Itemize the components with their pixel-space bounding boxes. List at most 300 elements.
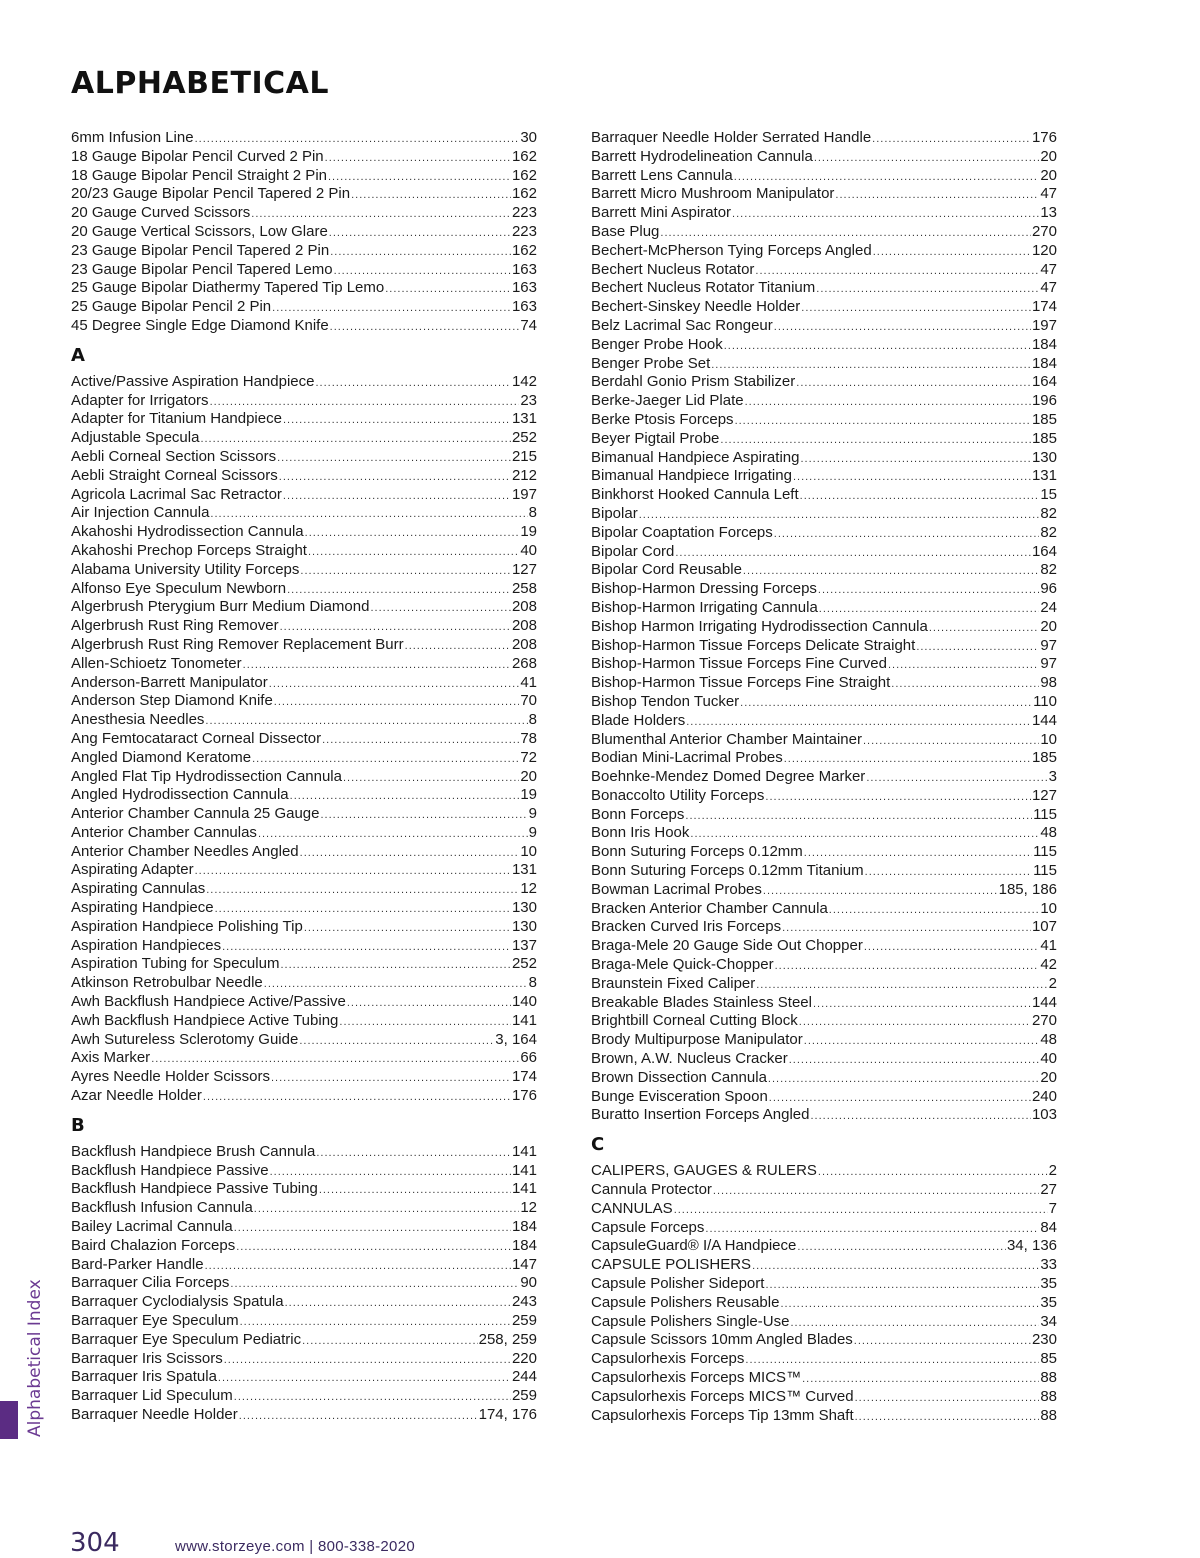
index-entry bbox=[591, 185, 1057, 204]
entry-name: Anderson-Barrett Manipulator bbox=[71, 673, 268, 691]
entry-name: Bonaccolto Utility Forceps bbox=[591, 786, 765, 804]
dot-leader bbox=[234, 1219, 511, 1238]
index-entry bbox=[591, 373, 1057, 392]
dot-leader bbox=[765, 1276, 1039, 1295]
entry-name: Berdahl Gonio Prism Stabilizer bbox=[591, 373, 796, 391]
index-entry bbox=[591, 505, 1057, 524]
dot-leader bbox=[752, 1257, 1039, 1276]
entry-name: Capsule Polisher Sideport bbox=[591, 1275, 765, 1293]
entry-page-number: 20 bbox=[1040, 147, 1057, 165]
index-entry bbox=[591, 900, 1057, 919]
entry-name: Braunstein Fixed Caliper bbox=[591, 974, 756, 992]
index-entry bbox=[591, 862, 1057, 881]
index-entry bbox=[71, 1049, 537, 1068]
dot-leader bbox=[329, 224, 511, 243]
index-entry bbox=[591, 1200, 1057, 1219]
entry-page-number: 208 bbox=[511, 617, 537, 635]
entry-name: Barraquer Eye Speculum Pediatric bbox=[71, 1330, 302, 1348]
entry-name: Alfonso Eye Speculum Newborn bbox=[71, 579, 287, 597]
entry-page-number: 184 bbox=[1031, 354, 1057, 372]
entry-name: Angled Hydrodissection Cannula bbox=[71, 786, 289, 804]
entry-name: Bishop-Harmon Dressing Forceps bbox=[591, 580, 817, 598]
entry-name: Bishop Harmon Irrigating Hydrodissection Cannula bbox=[591, 617, 928, 635]
entry-name: Bipolar Cord bbox=[591, 542, 675, 560]
dot-leader bbox=[818, 581, 1039, 600]
entry-page-number: 72 bbox=[520, 748, 537, 766]
dot-leader bbox=[756, 976, 1047, 995]
dot-leader bbox=[205, 712, 527, 731]
index-entry bbox=[591, 693, 1057, 712]
index-entry bbox=[591, 975, 1057, 994]
entry-name: Aebli Corneal Section Scissors bbox=[71, 447, 277, 465]
index-entry bbox=[71, 542, 537, 561]
dot-leader bbox=[819, 600, 1040, 619]
dot-leader bbox=[283, 487, 511, 506]
dot-leader bbox=[800, 487, 1040, 506]
entry-name: CANNULAS bbox=[591, 1199, 673, 1217]
entry-name: 25 Gauge Bipolar Pencil 2 Pin bbox=[71, 298, 272, 316]
entry-page-number: 40 bbox=[1040, 1050, 1057, 1068]
index-entry bbox=[71, 223, 537, 242]
entry-page-number: 252 bbox=[511, 429, 537, 447]
index-entry bbox=[71, 392, 537, 411]
index-entry bbox=[591, 1012, 1057, 1031]
entry-name: Bipolar Coaptation Forceps bbox=[591, 523, 773, 541]
entry-page-number: 115 bbox=[1033, 862, 1057, 880]
index-entry bbox=[591, 1350, 1057, 1369]
index-entry bbox=[591, 580, 1057, 599]
entry-page-number: 244 bbox=[511, 1368, 537, 1386]
dot-leader bbox=[205, 1257, 511, 1276]
index-entry bbox=[591, 599, 1057, 618]
entry-page-number: 197 bbox=[1031, 316, 1057, 334]
entry-page-number: 24 bbox=[1040, 598, 1057, 616]
index-entry bbox=[71, 805, 537, 824]
dot-leader bbox=[686, 713, 1031, 732]
entry-name: Bailey Lacrimal Cannula bbox=[71, 1218, 233, 1236]
entry-page-number: 176 bbox=[1031, 129, 1057, 146]
index-entry bbox=[71, 993, 537, 1012]
index-entry bbox=[591, 467, 1057, 486]
entry-page-number: 127 bbox=[1031, 786, 1057, 804]
dot-leader bbox=[705, 1220, 1039, 1239]
index-entry bbox=[71, 955, 537, 974]
entry-page-number: 184 bbox=[511, 1218, 537, 1236]
entry-name: Active/Passive Aspiration Handpiece bbox=[71, 372, 315, 390]
entry-name: Capsulorhexis Forceps Tip 13mm Shaft bbox=[591, 1406, 854, 1424]
entry-name: CALIPERS, GAUGES & RULERS bbox=[591, 1162, 817, 1180]
entry-name: 18 Gauge Bipolar Pencil Straight 2 Pin bbox=[71, 166, 327, 184]
index-entry bbox=[71, 448, 537, 467]
dot-leader bbox=[315, 374, 511, 393]
dot-leader bbox=[865, 863, 1032, 882]
entry-page-number: 107 bbox=[1031, 918, 1057, 936]
index-entry bbox=[71, 636, 537, 655]
dot-leader bbox=[814, 149, 1040, 168]
entry-page-number: 88 bbox=[1040, 1387, 1057, 1405]
entry-page-number: 163 bbox=[511, 279, 537, 297]
dot-leader bbox=[239, 1407, 478, 1426]
dot-leader bbox=[888, 656, 1039, 675]
entry-name: Bechert-McPherson Tying Forceps Angled bbox=[591, 241, 872, 259]
entry-page-number: 2 bbox=[1048, 1162, 1057, 1180]
entry-page-number: 162 bbox=[511, 147, 537, 165]
entry-page-number: 15 bbox=[1040, 486, 1057, 504]
dot-leader bbox=[790, 1314, 1039, 1333]
index-entry bbox=[591, 129, 1057, 148]
entry-name: Bimanual Handpiece Irrigating bbox=[591, 467, 792, 485]
index-entry bbox=[71, 129, 537, 148]
entry-name: Angled Diamond Keratome bbox=[71, 748, 252, 766]
dot-leader bbox=[816, 280, 1039, 299]
entry-page-number: 240 bbox=[1031, 1087, 1057, 1105]
dot-leader bbox=[711, 356, 1031, 375]
index-entry bbox=[71, 185, 537, 204]
entry-name: Bunge Evisceration Spoon bbox=[591, 1087, 768, 1105]
index-entry bbox=[591, 1088, 1057, 1107]
entry-name: Axis Marker bbox=[71, 1049, 151, 1067]
entry-name: Brody Multipurpose Manipulator bbox=[591, 1031, 803, 1049]
entry-name: Bimanual Handpiece Aspirating bbox=[591, 448, 800, 466]
entry-page-number: 48 bbox=[1040, 824, 1057, 842]
index-entry bbox=[591, 1219, 1057, 1238]
index-entry bbox=[71, 148, 537, 167]
entry-name: Anterior Chamber Cannulas bbox=[71, 823, 257, 841]
entry-page-number: 197 bbox=[511, 485, 537, 503]
dot-leader bbox=[829, 901, 1040, 920]
entry-page-number: 34, 136 bbox=[1006, 1237, 1057, 1255]
entry-page-number: 10 bbox=[1040, 730, 1057, 748]
entry-page-number: 115 bbox=[1033, 843, 1057, 861]
entry-page-number: 131 bbox=[511, 410, 537, 428]
index-entry bbox=[71, 598, 537, 617]
entry-name: Barraquer Needle Holder bbox=[71, 1406, 238, 1423]
entry-page-number: 33 bbox=[1040, 1256, 1057, 1274]
entry-page-number: 268 bbox=[511, 654, 537, 672]
index-entry bbox=[591, 1069, 1057, 1088]
section-tab-marker bbox=[0, 1401, 18, 1439]
entry-name: Baird Chalazion Forceps bbox=[71, 1236, 236, 1254]
dot-leader bbox=[660, 224, 1031, 243]
entry-name: Anderson Step Diamond Knife bbox=[71, 692, 273, 710]
dot-leader bbox=[272, 299, 511, 318]
entry-page-number: 47 bbox=[1040, 279, 1057, 297]
dot-leader bbox=[774, 318, 1031, 337]
dot-leader bbox=[271, 1069, 511, 1088]
entry-name: Awh Backflush Handpiece Active Tubing bbox=[71, 1011, 339, 1029]
entry-page-number: 9 bbox=[528, 823, 537, 841]
index-entry bbox=[71, 1368, 537, 1387]
index-entry bbox=[591, 1106, 1057, 1125]
dot-leader bbox=[799, 1013, 1031, 1032]
dot-leader bbox=[810, 1107, 1031, 1126]
index-entry bbox=[71, 1180, 537, 1199]
entry-name: Aspirating Cannulas bbox=[71, 880, 206, 898]
entry-page-number: 20 bbox=[520, 767, 537, 785]
index-entry bbox=[71, 1274, 537, 1293]
dot-leader bbox=[866, 769, 1047, 788]
entry-name: Bishop-Harmon Irrigating Cannula bbox=[591, 598, 818, 616]
entry-name: Bishop Tendon Tucker bbox=[591, 692, 740, 710]
index-entry bbox=[71, 861, 537, 880]
entry-page-number: 88 bbox=[1040, 1369, 1057, 1386]
index-entry bbox=[591, 148, 1057, 167]
entry-page-number: 174, 176 bbox=[478, 1406, 537, 1423]
entry-name: Bracken Anterior Chamber Cannula bbox=[591, 899, 828, 917]
dot-leader bbox=[234, 1388, 511, 1407]
entry-name: Aspiration Tubing for Speculum bbox=[71, 955, 280, 973]
entry-page-number: 2 bbox=[1048, 974, 1057, 992]
dot-leader bbox=[713, 1182, 1039, 1201]
index-entry bbox=[71, 1312, 537, 1331]
entry-page-number: 35 bbox=[1040, 1293, 1057, 1311]
dot-leader bbox=[316, 1144, 511, 1163]
dot-leader bbox=[218, 1369, 511, 1388]
index-entry bbox=[591, 937, 1057, 956]
dot-leader bbox=[283, 411, 511, 430]
index-entry bbox=[591, 674, 1057, 693]
entry-page-number: 137 bbox=[511, 936, 537, 954]
index-entry bbox=[591, 824, 1057, 843]
footer-contact: www.storzeye.com | 800-338-2020 bbox=[175, 1538, 415, 1555]
page-number: 304 bbox=[70, 1528, 120, 1558]
index-entry bbox=[71, 504, 537, 523]
dot-leader bbox=[796, 374, 1031, 393]
entry-page-number: 162 bbox=[511, 241, 537, 259]
entry-page-number: 9 bbox=[528, 805, 537, 823]
dot-leader bbox=[674, 1201, 1048, 1220]
index-entry bbox=[71, 373, 537, 392]
dot-leader bbox=[763, 882, 998, 901]
entry-page-number: 185 bbox=[1031, 410, 1057, 428]
index-entry bbox=[591, 524, 1057, 543]
index-entry bbox=[71, 429, 537, 448]
dot-leader bbox=[285, 1294, 511, 1313]
entry-name: Capsule Forceps bbox=[591, 1218, 705, 1236]
dot-leader bbox=[775, 957, 1040, 976]
entry-page-number: 141 bbox=[511, 1180, 537, 1198]
entry-name: Barraquer Eye Speculum bbox=[71, 1312, 239, 1330]
entry-page-number: 130 bbox=[1031, 448, 1057, 466]
entry-page-number: 97 bbox=[1040, 655, 1057, 673]
entry-page-number: 174 bbox=[1031, 298, 1057, 316]
index-entry bbox=[591, 881, 1057, 900]
entry-name: Blumenthal Anterior Chamber Maintainer bbox=[591, 730, 862, 748]
index-entry bbox=[591, 1237, 1057, 1256]
dot-leader bbox=[872, 130, 1031, 149]
entry-name: Braga-Mele Quick-Chopper bbox=[591, 956, 774, 974]
dot-leader bbox=[720, 431, 1031, 450]
index-entry bbox=[71, 1293, 537, 1312]
entry-page-number: 12 bbox=[520, 880, 537, 898]
index-entry bbox=[71, 410, 537, 429]
entry-name: Capsule Polishers Single-Use bbox=[591, 1312, 790, 1330]
index-entry bbox=[591, 1369, 1057, 1388]
entry-name: Aspiration Handpiece Polishing Tip bbox=[71, 917, 303, 935]
entry-page-number: 176 bbox=[511, 1087, 537, 1105]
entry-page-number: 96 bbox=[1040, 580, 1057, 598]
index-entry bbox=[591, 1331, 1057, 1350]
entry-name: Beyer Pigtail Probe bbox=[591, 429, 720, 447]
index-entry bbox=[591, 1162, 1057, 1181]
entry-name: Bonn Suturing Forceps 0.12mm bbox=[591, 843, 803, 861]
dot-leader bbox=[639, 506, 1040, 525]
entry-page-number: 12 bbox=[520, 1199, 537, 1217]
entry-page-number: 223 bbox=[511, 222, 537, 240]
dot-leader bbox=[818, 1163, 1048, 1182]
dot-leader bbox=[322, 731, 519, 750]
entry-page-number: 141 bbox=[511, 1011, 537, 1029]
entry-name: Bonn Suturing Forceps 0.12mm Titanium bbox=[591, 862, 864, 880]
dot-leader bbox=[734, 168, 1040, 187]
dot-leader bbox=[797, 1238, 1006, 1257]
index-entry bbox=[71, 486, 537, 505]
index-entry bbox=[71, 467, 537, 486]
dot-leader bbox=[774, 525, 1040, 544]
entry-page-number: 208 bbox=[511, 598, 537, 616]
entry-name: Aebli Straight Corneal Scissors bbox=[71, 466, 278, 484]
entry-page-number: 127 bbox=[511, 560, 537, 578]
dot-leader bbox=[735, 412, 1031, 431]
entry-name: Barraquer Cyclodialysis Spatula bbox=[71, 1293, 284, 1311]
dot-leader bbox=[800, 450, 1031, 469]
entry-name: Adjustable Specula bbox=[71, 429, 200, 447]
entry-name: Capsulorhexis Forceps MICS™ bbox=[591, 1369, 802, 1386]
dot-leader bbox=[929, 619, 1039, 638]
dot-leader bbox=[222, 938, 511, 957]
index-entry bbox=[591, 731, 1057, 750]
entry-page-number: 10 bbox=[1040, 899, 1057, 917]
entry-page-number: 85 bbox=[1040, 1350, 1057, 1368]
dot-leader bbox=[270, 1163, 511, 1182]
dot-leader bbox=[215, 900, 511, 919]
entry-name: 20 Gauge Curved Scissors bbox=[71, 204, 251, 222]
entry-page-number: 164 bbox=[1031, 373, 1057, 391]
index-entry bbox=[71, 880, 537, 899]
index-entry bbox=[591, 223, 1057, 242]
index-entry bbox=[71, 1256, 537, 1275]
entry-page-number: 115 bbox=[1033, 805, 1057, 823]
index-column-left bbox=[71, 129, 537, 1425]
index-entry bbox=[71, 1387, 537, 1406]
index-entry bbox=[591, 279, 1057, 298]
dot-leader bbox=[339, 1013, 511, 1032]
index-entry bbox=[71, 1012, 537, 1031]
entry-page-number: 140 bbox=[511, 993, 537, 1011]
entry-name: Ang Femtocataract Corneal Dissector bbox=[71, 729, 322, 747]
entry-name: Backflush Infusion Cannula bbox=[71, 1199, 253, 1217]
entry-page-number: 223 bbox=[511, 204, 537, 222]
entry-name: Brown Dissection Cannula bbox=[591, 1068, 767, 1086]
dot-leader bbox=[732, 205, 1039, 224]
entry-page-number: 270 bbox=[1031, 222, 1057, 240]
dot-leader bbox=[325, 149, 511, 168]
dot-leader bbox=[802, 1370, 1039, 1389]
index-entry bbox=[71, 786, 537, 805]
entry-page-number: 8 bbox=[528, 974, 537, 992]
entry-page-number: 220 bbox=[511, 1349, 537, 1367]
side-tab-label: Alphabetical Index bbox=[25, 1279, 45, 1437]
entry-name: 25 Gauge Bipolar Diathermy Tapered Tip Lemo bbox=[71, 279, 385, 297]
entry-page-number: 40 bbox=[520, 541, 537, 559]
index-entry bbox=[71, 1406, 537, 1425]
entry-name: Braga-Mele 20 Gauge Side Out Chopper bbox=[591, 937, 863, 955]
index-entry bbox=[71, 843, 537, 862]
dot-leader bbox=[243, 656, 511, 675]
entry-page-number: 130 bbox=[511, 917, 537, 935]
section-letter-heading: B bbox=[71, 1114, 85, 1136]
entry-page-number: 97 bbox=[1040, 636, 1057, 654]
dot-leader bbox=[300, 562, 511, 581]
entry-name: Bonn Iris Hook bbox=[591, 824, 690, 842]
dot-leader bbox=[302, 1332, 477, 1351]
dot-leader bbox=[280, 618, 511, 637]
dot-leader bbox=[724, 337, 1031, 356]
dot-leader bbox=[745, 393, 1031, 412]
entry-page-number: 258 bbox=[511, 579, 537, 597]
index-entry bbox=[591, 768, 1057, 787]
entry-name: Barraquer Iris Scissors bbox=[71, 1349, 223, 1367]
entry-name: Cannula Protector bbox=[591, 1181, 712, 1199]
entry-page-number: 34 bbox=[1040, 1312, 1057, 1330]
entry-page-number: 8 bbox=[528, 711, 537, 729]
dot-leader bbox=[745, 1351, 1039, 1370]
index-entry bbox=[71, 617, 537, 636]
entry-name: Anterior Chamber Cannula 25 Gauge bbox=[71, 805, 320, 823]
entry-page-number: 130 bbox=[511, 899, 537, 917]
entry-name: Berke-Jaeger Lid Plate bbox=[591, 392, 744, 410]
index-entry bbox=[71, 824, 537, 843]
index-entry bbox=[71, 523, 537, 542]
entry-name: Adapter for Titanium Handpiece bbox=[71, 410, 282, 428]
entry-page-number: 84 bbox=[1040, 1218, 1057, 1236]
entry-name: Algerbrush Rust Ring Remover Replacement Burr bbox=[71, 635, 404, 653]
dot-leader bbox=[299, 1032, 494, 1051]
entry-page-number: 48 bbox=[1040, 1031, 1057, 1049]
dot-leader bbox=[210, 505, 527, 524]
index-entry bbox=[71, 1237, 537, 1256]
entry-name: Algerbrush Rust Ring Remover bbox=[71, 617, 279, 635]
entry-name: Atkinson Retrobulbar Needle bbox=[71, 974, 263, 992]
index-entry bbox=[591, 298, 1057, 317]
entry-page-number: 7 bbox=[1048, 1199, 1057, 1217]
dot-leader bbox=[804, 844, 1032, 863]
entry-page-number: 131 bbox=[511, 861, 537, 879]
index-entry bbox=[71, 974, 537, 993]
entry-page-number: 120 bbox=[1031, 241, 1057, 259]
entry-page-number: 3 bbox=[1048, 768, 1057, 786]
entry-page-number: 74 bbox=[520, 316, 537, 334]
index-entry bbox=[591, 1294, 1057, 1313]
dot-leader bbox=[780, 1295, 1039, 1314]
dot-leader bbox=[690, 825, 1039, 844]
index-entry bbox=[71, 692, 537, 711]
index-entry bbox=[71, 1068, 537, 1087]
index-entry bbox=[591, 749, 1057, 768]
index-entry bbox=[591, 956, 1057, 975]
dot-leader bbox=[319, 1181, 511, 1200]
entry-name: 20/23 Gauge Bipolar Pencil Tapered 2 Pin bbox=[71, 185, 351, 203]
entry-page-number: 147 bbox=[511, 1255, 537, 1273]
entry-name: CAPSULE POLISHERS bbox=[591, 1256, 752, 1274]
entry-page-number: 30 bbox=[520, 129, 537, 146]
dot-leader bbox=[279, 468, 511, 487]
index-entry bbox=[71, 918, 537, 937]
dot-leader bbox=[891, 675, 1039, 694]
entry-name: Brightbill Corneal Cutting Block bbox=[591, 1012, 798, 1030]
index-entry bbox=[591, 1256, 1057, 1275]
entry-name: Capsulorhexis Forceps bbox=[591, 1350, 745, 1368]
